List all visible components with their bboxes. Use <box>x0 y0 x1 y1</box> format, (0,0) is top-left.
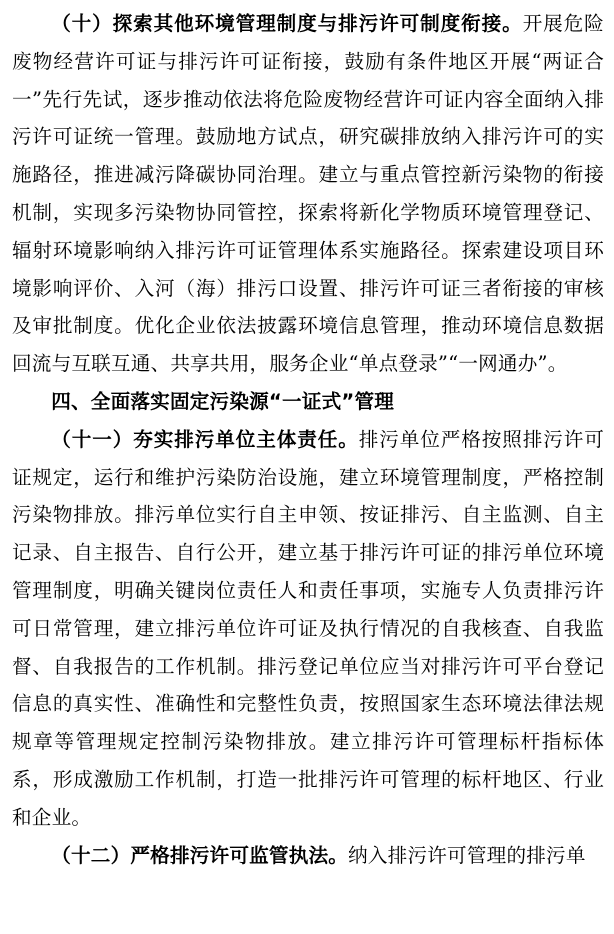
paragraph-10-lead: （十）探索其他环境管理制度与排污许可制度衔接。 <box>51 12 523 35</box>
paragraph-10-body: 开展危险废物经营许可证与排污许可证衔接，鼓励有条件地区开展“两证合一”先行先试，逐步推动依法将危险废物经营许可证内容全面纳入排污许可证统一管理。鼓励地方试点，研究碳排放纳入排污许可的实施路径，推进减污降碳协同治理。建立与重点管控新污染物的衔接机制，实现多污染物协同管控，探索将新化学物质环境管理登记、辐射环境影响纳入排污许可证管理体系实施路径。探索建设项目环境影响评价、入河（海）排污口设置、排污许可证三者衔接的审核及审批制度。优化企业依法披露环境信息管理，推动环境信息数据回流与互联互通、共享共用，服务企业“单点登录”“一网通办”。 <box>12 12 604 376</box>
paragraph-11-lead: （十一）夯实排污单位主体责任。 <box>51 427 359 451</box>
paragraph-12-body: 纳入排污许可管理的排污单 <box>348 843 586 867</box>
document-page <box>12 5 604 874</box>
paragraph-10 <box>12 5 604 383</box>
paragraph-12 <box>12 837 604 875</box>
paragraph-11 <box>12 421 604 837</box>
paragraph-11-body: 排污单位严格按照排污许可证规定，运行和维护污染防治设施，建立环境管理制度，严格控制污染物排放。排污单位实行自主申领、按证排污、自主监测、自主记录、自主报告、自行公开，建立基于排污许可证的排污单位环境管理制度，明确关键岗位责任人和责任事项，实施专人负责排污许可日常管理，建立排污单位许可证及执行情况的自我核查、自我监督、自我报告的工作机制。排污登记单位应当对排污许可平台登记信息的真实性、准确性和完整性负责，按照国家生态环境法律法规规章等管理规定控制污染物排放。建立排污许可管理标杆指标体系，形成激励工作机制，打造一批排污许可管理的标杆地区、行业和企业。 <box>12 427 605 829</box>
paragraph-12-lead: （十二）严格排污许可监管执法。 <box>51 843 349 867</box>
section-heading-4: 四、全面落实固定污染源“一证式”管理 <box>51 389 395 413</box>
